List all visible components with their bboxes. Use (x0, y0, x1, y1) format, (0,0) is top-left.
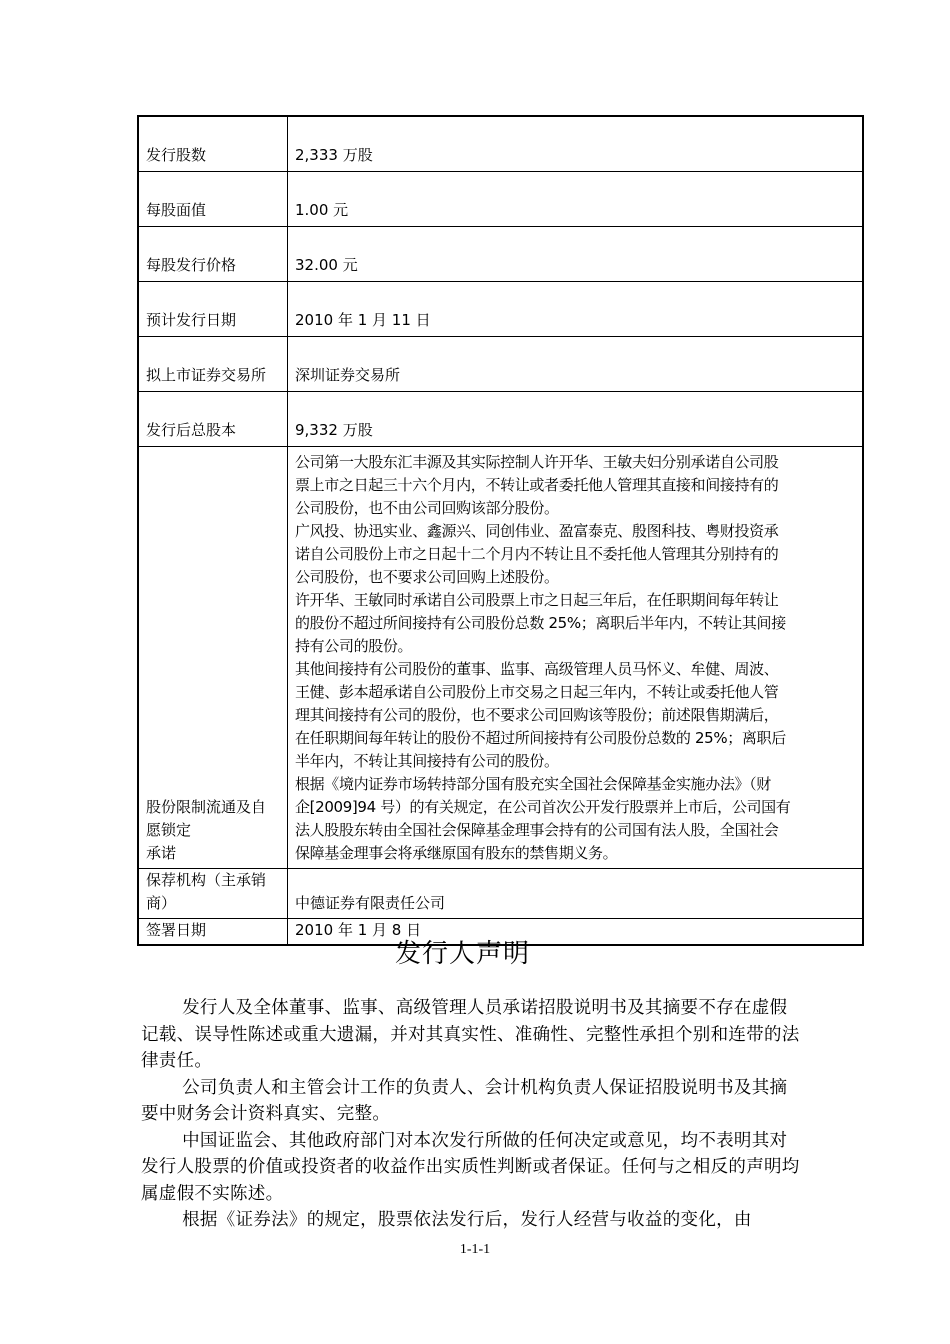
row-label: 每股面值 (138, 172, 288, 227)
page-number: 1-1-1 (459, 1242, 491, 1257)
declaration-paragraph: 根据《证券法》的规定，股票依法发行后，发行人经营与收益的变化，由 (182, 1210, 752, 1230)
promise-line: 保障基金理事会将承继原国有股东的禁售期义务。 (295, 844, 618, 862)
sponsor-row (138, 869, 863, 919)
row-label: 每股发行价格 (138, 227, 288, 282)
row-label: 发行后总股本 (138, 392, 288, 447)
row-value: 9,332 万股 (288, 392, 864, 447)
sponsor-value: 中德证券有限责任公司 (288, 869, 864, 919)
promise-line: 王健、彭本超承诺自公司股份上市交易之日起三年内，不转让或委托他人管 (295, 683, 779, 701)
signing-value: 2010 年 1 月 8 日 (288, 919, 864, 946)
offering-info-table (137, 115, 864, 946)
promise-line: 持有公司的股份。 (295, 637, 413, 655)
table-row (138, 392, 863, 447)
table-row (138, 337, 863, 392)
lockup-promise-row (138, 447, 863, 869)
label-line: 股份限制流通及自 (146, 798, 267, 816)
row-value: 1.00 元 (288, 172, 864, 227)
promise-line: 企[2009]94 号）的有关规定，在公司首次公开发行股票并上市后，公司国有 (295, 798, 791, 816)
label-line: 商） (146, 894, 177, 912)
declaration-paragraph: 发行人及全体董事、监事、高级管理人员承诺招股说明书及其摘要不存在虚假记载、误导性陈述或重大遗漏，并对其真实性、准确性、完整性承担个别和连带的法律责任。 (141, 998, 800, 1071)
lockup-text (288, 447, 864, 869)
declaration-title: 发行人声明 (394, 939, 530, 969)
label-line: 保荐机构（主承销 (146, 871, 267, 889)
promise-line: 许开华、王敏同时承诺自公司股票上市之日起三年后，在任职期间每年转让 (295, 591, 779, 609)
promise-line: 半年内，不转让其间接持有公司的股份。 (295, 752, 559, 770)
label-line: 承诺 (146, 844, 177, 862)
table-row (138, 172, 863, 227)
row-value: 深圳证券交易所 (288, 337, 864, 392)
promise-line: 票上市之日起三十六个月内，不转让或者委托他人管理其直接和间接持有的 (295, 476, 779, 494)
promise-line: 的股份不超过所间接持有公司股份总数 25%；离职后半年内，不转让其间接 (295, 614, 786, 632)
row-value: 2010 年 1 月 11 日 (288, 282, 864, 337)
row-label: 预计发行日期 (138, 282, 288, 337)
table-row (138, 116, 863, 172)
label-line: 愿锁定 (146, 821, 192, 839)
row-label: 发行股数 (138, 116, 288, 172)
promise-line: 公司第一大股东汇丰源及其实际控制人许开华、王敏夫妇分别承诺自公司股 (295, 453, 779, 471)
row-label: 拟上市证券交易所 (138, 337, 288, 392)
promise-line: 理其间接持有公司的股份，也不要求公司回购该等股份；前述限售期满后， (295, 706, 779, 724)
promise-line: 诺自公司股份上市之日起十二个月内不转让且不委托他人管理其分别持有的 (295, 545, 779, 563)
promise-line: 法人股股东转由全国社会保障基金理事会持有的公司国有法人股，全国社会 (295, 821, 779, 839)
promise-line: 公司股份，也不要求公司回购上述股份。 (295, 568, 559, 586)
promise-line: 在任职期间每年转让的股份不超过所间接持有公司股份总数的 25%；离职后 (295, 729, 786, 747)
lockup-label (138, 447, 288, 869)
sponsor-label (138, 869, 288, 919)
signing-label: 签署日期 (138, 919, 288, 946)
declaration-body (141, 995, 801, 1234)
row-value: 32.00 元 (288, 227, 864, 282)
table-row (138, 282, 863, 337)
declaration-paragraph: 中国证监会、其他政府部门对本次发行所做的任何决定或意见，均不表明其对发行人股票的价值或投资者的收益作出实质性判断或者保证。任何与之相反的声明均属虚假不实陈述。 (141, 1130, 800, 1204)
promise-line: 根据《境内证券市场转持部分国有股充实全国社会保障基金实施办法》（财 (295, 775, 771, 793)
row-value: 2,333 万股 (288, 116, 864, 172)
promise-line: 其他间接持有公司股份的董事、监事、高级管理人员马怀义、牟健、周波、 (295, 660, 779, 678)
declaration-paragraph: 公司负责人和主管会计工作的负责人、会计机构负责人保证招股说明书及其摘要中财务会计资料真实、完整。 (141, 1077, 788, 1124)
table-row (138, 227, 863, 282)
promise-line: 公司股份，也不由公司回购该部分股份。 (295, 499, 559, 517)
promise-line: 广风投、协迅实业、鑫源兴、同创伟业、盈富泰克、殷图科技、粤财投资承 (295, 522, 779, 540)
